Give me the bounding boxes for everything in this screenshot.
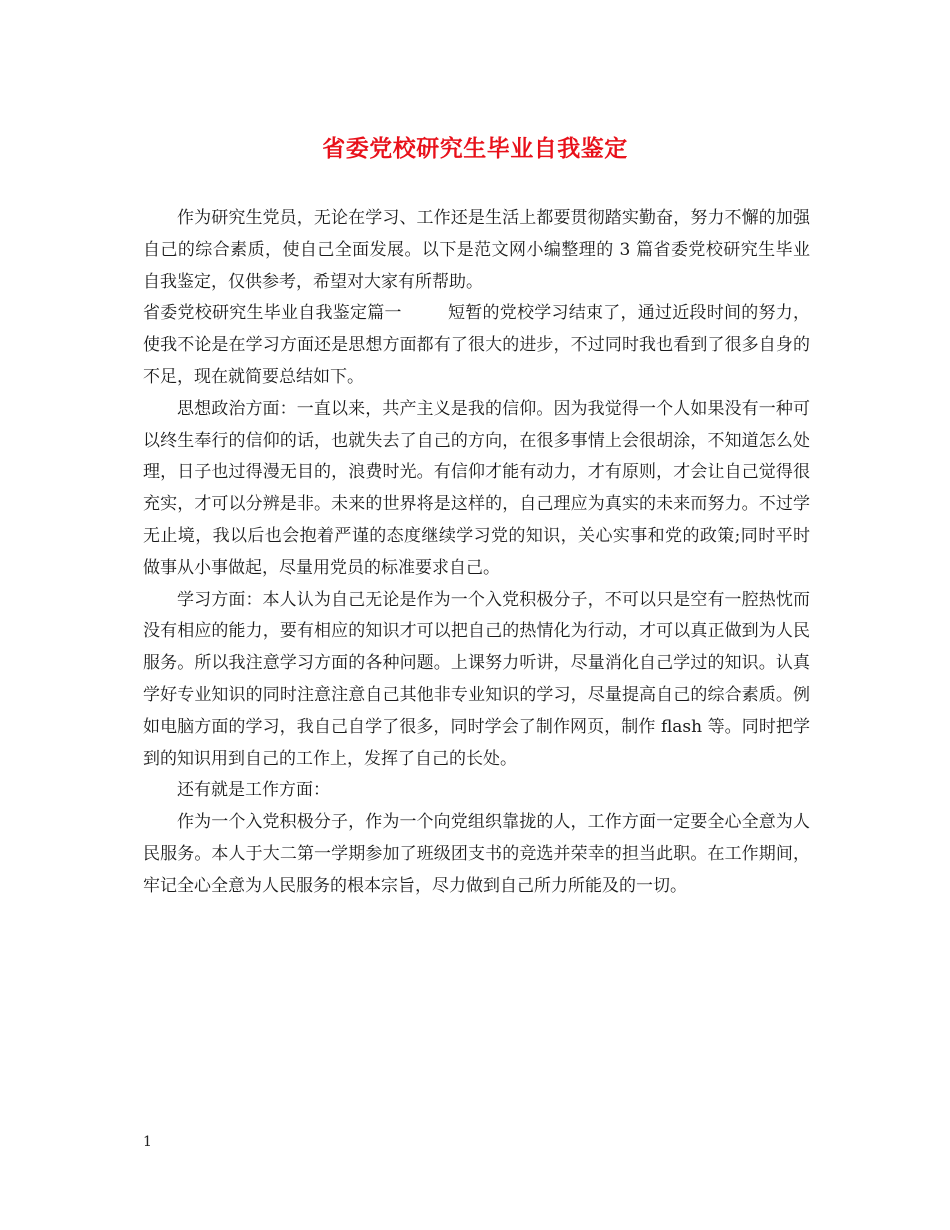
work-paragraph: 作为一个入党积极分子，作为一个向党组织靠拢的人，工作方面一定要全心全意为人民服务。本人于大二第一学期参加了班级团支书的竞选并荣幸的担当此职。在工作期间，牢记全心全意为人民服务的根本宗旨，尽力做到自己所力所能及的一切。 [143,812,810,896]
study-paragraph: 学习方面：本人认为自己无论是作为一个入党积极分子，不可以只是空有一腔热忱而没有相应的能力，要有相应的知识才可以把自己的热情化为行动，才可以真正做到为人民服务。所以我注意学习方面的各种问题。上课努力听讲，尽量消化自己学过的知识。认真学好专业知识的同时注意注意自己其他非专业知识的学习，尽量提高自己的综合素质。例如电脑方面的学习，我自己自学了很多，同时学会了制作网页，制作 flash 等。同时把学到的知识用到自己的工作上，发挥了自己的长处。 [143,589,810,769]
page-number: 1 [143,1134,152,1150]
work-heading-paragraph: 还有就是工作方面： [177,780,330,801]
section-heading: 省委党校研究生毕业自我鉴定篇一 [143,303,402,324]
document-body [143,203,810,903]
political-paragraph: 思想政治方面：一直以来，共产主义是我的信仰。因为我觉得一个人如果没有一种可以终生奉行的信仰的话，也就失去了自己的方向，在很多事情上会很胡涂，不知道怎么处理，日子也过得漫无目的，浪费时光。有信仰才能有动力，才有原则，才会让自己觉得很充实，才可以分辨是非。未来的世界将是这样的，自己理应为真实的未来而努力。不过学无止境，我以后也会抱着严谨的态度继续学习党的知识，关心实事和党的政策;同时平时做事从小事做起，尽量用党员的标准要求自己。 [143,398,810,578]
document-title: 省委党校研究生毕业自我鉴定 [322,135,628,162]
section-one-paragraph [143,298,810,393]
intro-paragraph: 作为研究生党员，无论在学习、工作还是生活上都要贯彻踏实勤奋，努力不懈的加强自己的综合素质，使自己全面发展。以下是范文网小编整理的 3 篇省委党校研究生毕业自我鉴定，仅供参考，希望对大家有所帮助。 [143,208,810,292]
section-one-text: 短暂的党校学习结束了，通过近段时间的努力，使我不论是在学习方面还是思想方面都有了很大的进步，不过同时我也看到了很多自身的不足，现在就简要总结如下。 [143,303,810,387]
